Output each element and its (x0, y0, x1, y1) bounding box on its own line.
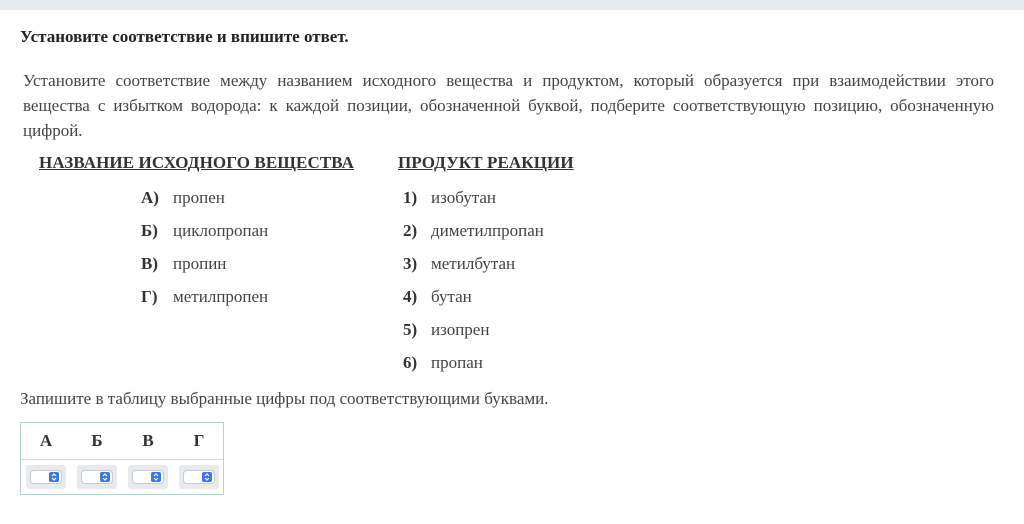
item-number: 3) (403, 254, 418, 273)
item-text: метилпропен (173, 287, 269, 306)
task-title: Установите соответствие и впишите ответ. (20, 27, 349, 46)
substance-item (141, 220, 268, 242)
item-text: изобутан (431, 188, 496, 207)
select-arrows-icon (100, 472, 110, 482)
answer-header-g: Г (193, 431, 205, 450)
substance-item (141, 286, 268, 308)
item-letter: Б) (141, 221, 158, 240)
answer-select-g[interactable] (183, 470, 215, 484)
item-number: 1) (403, 188, 418, 207)
answer-table (20, 422, 224, 495)
item-number: 5) (403, 320, 418, 339)
substance-item (141, 187, 225, 209)
select-arrows-icon (49, 472, 59, 482)
item-number: 4) (403, 287, 418, 306)
answer-select-a[interactable] (30, 470, 62, 484)
product-item (403, 187, 496, 209)
top-bar (0, 0, 1024, 10)
item-text: пропин (173, 254, 227, 273)
left-column-header: НАЗВАНИЕ ИСХОДНОГО ВЕЩЕСТВА (39, 153, 355, 172)
item-text: бутан (431, 287, 472, 306)
task-prompt: Установите соответствие между названием исходного вещества и продуктом, который образуется при взаимодействии этого вещества с избытком водорода: к каждой позиции, обозначенной буквой, подберите соответствующую позицию, обозначенную цифрой. (23, 71, 994, 140)
answer-select-v[interactable] (132, 470, 164, 484)
answer-cell-b (77, 465, 117, 489)
item-text: циклопропан (173, 221, 269, 240)
item-text: метилбутан (431, 254, 516, 273)
answer-cell-a (26, 465, 66, 489)
item-number: 2) (403, 221, 418, 240)
answer-cell-g (179, 465, 219, 489)
item-text: изопрен (431, 320, 490, 339)
product-item (403, 352, 483, 374)
answer-instruction: Запишите в таблицу выбранные цифры под соответствующими буквами. (20, 389, 549, 408)
item-letter: Г) (141, 287, 158, 306)
item-letter: В) (141, 254, 158, 273)
answer-cell-v (128, 465, 168, 489)
answer-header-v: В (142, 431, 154, 450)
table-divider (21, 459, 223, 460)
product-item (403, 220, 544, 242)
answer-select-b[interactable] (81, 470, 113, 484)
answer-header-b: Б (91, 431, 103, 450)
product-item (403, 253, 515, 275)
right-column-header: ПРОДУКТ РЕАКЦИИ (398, 153, 574, 172)
answer-header-a: А (39, 431, 53, 450)
item-text: диметилпропан (431, 221, 544, 240)
item-number: 6) (403, 353, 418, 372)
item-text: пропан (431, 353, 483, 372)
item-letter: А) (141, 188, 159, 207)
product-item (403, 319, 489, 341)
product-item (403, 286, 472, 308)
item-text: пропен (173, 188, 225, 207)
substance-item (141, 253, 226, 275)
select-arrows-icon (202, 472, 212, 482)
select-arrows-icon (151, 472, 161, 482)
